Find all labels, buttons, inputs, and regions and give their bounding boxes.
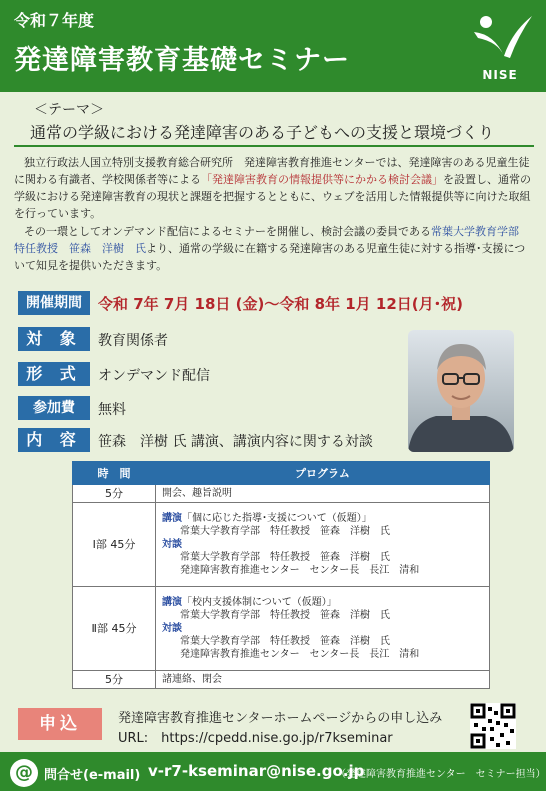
target-label: 対 象 <box>18 327 90 351</box>
dialog-participant: 常葉大学教育学部 特任教授 笹森 洋樹 氏 <box>180 552 390 563</box>
apply-label: 申込 <box>18 708 102 740</box>
intro-paragraph-1 <box>14 154 534 222</box>
speaker-portrait-icon <box>408 330 514 452</box>
lecture-title: 「校内支援体制について（仮題）」 <box>182 597 337 608</box>
dialog-keyword: 対談 <box>162 539 182 550</box>
contact-email-link[interactable]: v-r7-kseminar@nise.go.jp <box>148 762 365 780</box>
lecturer: 常葉大学教育学部 特任教授 笹森 洋樹 氏 <box>180 610 390 621</box>
speaker-photo <box>408 330 514 452</box>
row-program: 開会、趣旨説明 <box>156 485 490 503</box>
format-value: オンデマンド配信 <box>98 368 210 384</box>
fiscal-year: 令和７年度 <box>14 11 95 30</box>
theme-label: ＜テーマ＞ <box>34 102 104 118</box>
content-value: 笹森 洋樹 氏 講演、講演内容に関する対談 <box>98 434 373 450</box>
dialog-participant: 発達障害教育推進センター センター長 長江 清和 <box>180 565 420 576</box>
row-program <box>156 587 490 671</box>
header-banner <box>0 0 546 92</box>
intro-text: 独立行政法人国立特別支援教育総合研究所 発達障害教育推進センターでは、発達障害のある児童生徒に関わる有識者、学校関係者等による <box>14 156 530 186</box>
table-row <box>73 671 490 689</box>
table-row <box>73 485 490 503</box>
nise-logo <box>464 12 536 84</box>
theme-title: 通常の学級における発達障害のある子どもへの支援と環境づくり <box>30 123 495 142</box>
lecture-line <box>162 512 483 525</box>
period-value: 令和 7年 7月 18日 (金)～令和 8年 1月 12日(月･祝) <box>98 295 463 313</box>
lecture-title: 「個に応じた指導･支援について（仮題）」 <box>182 513 372 524</box>
email-at-icon: @ <box>10 759 38 787</box>
row-program: 諸連絡、閉会 <box>156 671 490 689</box>
row-time: Ⅱ部 45分 <box>73 587 156 671</box>
table-header-row <box>73 462 490 485</box>
row-program <box>156 503 490 587</box>
speaker-highlight: 常葉大学教育学部 特任教授 笹森 洋樹 氏 <box>14 225 530 255</box>
contact-label: 問合せ(e-mail) <box>44 768 141 783</box>
fee-value: 無料 <box>98 402 126 418</box>
nise-logo-text: NISE <box>482 68 518 82</box>
nise-logo-mark-icon <box>464 12 536 64</box>
row-time: 5分 <box>73 485 156 503</box>
intro-text: その一環としてオンデマンド配信によるセミナーを開催し、検討会議の委員である <box>24 225 431 238</box>
contact-note: （発達障害教育推進センター セミナー担当） <box>336 769 546 780</box>
target-value: 教育関係者 <box>98 333 168 349</box>
col-time-header: 時 間 <box>73 462 156 485</box>
seminar-title: 発達障害教育基礎セミナー <box>14 45 350 76</box>
col-program-header: プログラム <box>156 462 490 485</box>
lecture-keyword: 講演 <box>162 513 182 524</box>
meeting-name-highlight: 「発達障害教育の情報提供等にかかる検討会議」 <box>201 173 443 186</box>
table-row <box>73 503 490 587</box>
format-label: 形 式 <box>18 362 90 386</box>
theme-divider <box>14 145 534 147</box>
apply-text: 発達障害教育推進センターホームページからの申し込み <box>118 711 443 726</box>
intro-text: を設置し、通常の学級における発達障害教育の現状と課題を把握するとともに、ウェブを活用した情報提供等に向けた取組を行っています。 <box>14 173 531 220</box>
program-table <box>72 461 490 689</box>
dialog-participant: 発達障害教育推進センター センター長 長江 清和 <box>180 649 420 660</box>
intro-text: より、通常の学級に在籍する発達障害のある児童生徒に対する指導･支援について知見を提供いただきます。 <box>14 242 526 272</box>
lecture-keyword: 講演 <box>162 597 182 608</box>
dialog-keyword: 対談 <box>162 623 182 634</box>
table-row <box>73 587 490 671</box>
intro-paragraph-2 <box>14 223 534 274</box>
period-label: 開催期間 <box>18 291 90 315</box>
qr-code-graphic <box>470 703 516 749</box>
lecturer: 常葉大学教育学部 特任教授 笹森 洋樹 氏 <box>180 526 390 537</box>
row-time: 5分 <box>73 671 156 689</box>
qr-code-icon[interactable] <box>470 703 516 749</box>
lecture-line <box>162 596 483 609</box>
contact-footer <box>0 752 546 791</box>
apply-url-link[interactable]: URL: https://cpedd.nise.go.jp/r7kseminar <box>118 731 393 746</box>
dialog-participant: 常葉大学教育学部 特任教授 笹森 洋樹 氏 <box>180 636 390 647</box>
fee-label: 参加費 <box>18 396 90 420</box>
content-label: 内 容 <box>18 428 90 452</box>
row-time: Ⅰ部 45分 <box>73 503 156 587</box>
